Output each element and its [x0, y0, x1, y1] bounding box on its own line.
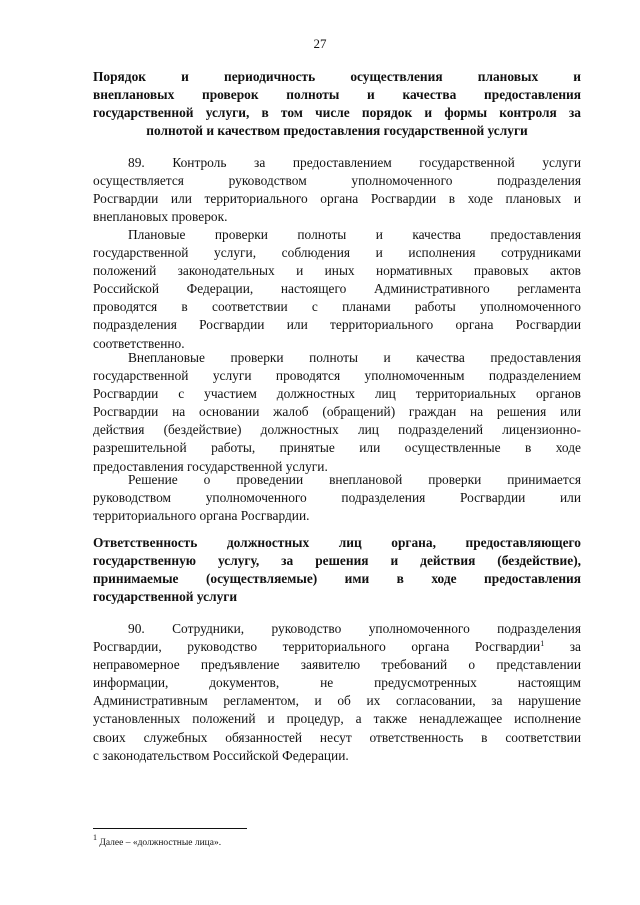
- text-line: 90. Сотрудники, руководство уполномоченного подразделения: [128, 621, 581, 636]
- heading-line: государственную услугу, за решения и действия (бездействие),: [93, 553, 581, 569]
- heading-line: принимаемые (осуществляемые) ими в ходе предоставления: [93, 571, 581, 587]
- text-line: государственной услуги, соблюдения и исполнения сотрудниками: [93, 245, 581, 261]
- text-line: государственной услуги проводятся уполномоченным подразделением: [93, 368, 581, 384]
- text-line: с законодательством Российской Федерации.: [93, 747, 349, 763]
- text-line: Плановые проверки полноты и качества предоставления: [128, 227, 581, 242]
- heading-line: Ответственность должностных лиц органа, предоставляющего: [93, 535, 581, 550]
- text-line: установленных положений и процедур, а также ненадлежащее исполнение: [93, 711, 581, 727]
- text-line: 89. Контроль за предоставлением государственной услуги: [128, 155, 581, 170]
- text-fragment: за: [544, 639, 581, 655]
- paragraph-90: [93, 620, 581, 765]
- section-heading-responsibility: [93, 534, 581, 606]
- footnote-text: Далее – «должностные лица».: [97, 838, 222, 848]
- text-line: территориального органа Росгвардии.: [93, 508, 310, 524]
- text-line-with-footnote: [93, 638, 581, 656]
- text-line: Российской Федерации, настоящего Административного регламента: [93, 281, 581, 297]
- section-heading-control-procedure: [93, 68, 581, 140]
- heading-line: Порядок и периодичность осуществления плановых и: [93, 69, 581, 84]
- heading-line: государственной услуги: [93, 589, 238, 605]
- text-line: неправомерное предъявление заявителю требований о представлении: [93, 657, 581, 673]
- text-line: проводятся в соответствии с планами работы уполномоченного: [93, 299, 581, 315]
- heading-line: полнотой и качеством предоставления государственной услуги: [146, 123, 528, 139]
- text-line: действия (бездействие) должностных лиц подразделений лицензионно-: [93, 422, 581, 438]
- text-line: Административным регламентом, и об их согласовании, за нарушение: [93, 693, 581, 709]
- text-line: соответственно.: [93, 335, 185, 351]
- heading-line: внеплановых проверок полноты и качества предоставления: [93, 87, 581, 103]
- footnote-reference: 1: [540, 639, 545, 649]
- paragraph-unplanned-inspections: [93, 349, 581, 476]
- text-line: информации, документов, не предусмотренных настоящим: [93, 675, 581, 691]
- footnote-separator: [93, 828, 247, 829]
- paragraph-89: [93, 154, 581, 226]
- text-line: осуществляется руководством уполномоченного подразделения: [93, 173, 581, 189]
- text-line: положений законодательных и иных нормативных правовых актов: [93, 263, 581, 279]
- paragraph-inspection-decision: [93, 471, 581, 525]
- footnote-mark: 1: [93, 833, 97, 842]
- text-line: Решение о проведении внеплановой проверки принимается: [128, 472, 581, 487]
- footnote: [93, 833, 222, 849]
- text-line: предоставления государственной услуги.: [93, 458, 328, 474]
- text-line: подразделения Росгвардии или территориального органа Росгвардии: [93, 317, 581, 333]
- text-line: Внеплановые проверки полноты и качества предоставления: [128, 350, 581, 365]
- text-line: Росгвардии на основании жалоб (обращений) граждан на решения или: [93, 404, 581, 420]
- heading-line: государственной услуги, в том числе порядок и формы контроля за: [93, 105, 581, 121]
- text-line: Росгвардии с участием должностных лиц территориальных органов: [93, 386, 581, 402]
- page-number: 27: [313, 36, 327, 51]
- text-line: Росгвардии или территориального органа Росгвардии в ходе плановых и: [93, 191, 581, 207]
- text-fragment: Росгвардии, руководство территориального органа Росгвардии: [93, 639, 541, 655]
- text-line: руководством уполномоченного подразделения Росгвардии или: [93, 490, 581, 506]
- text-line: разрешительной работы, принятые или осуществленные в ходе: [93, 440, 581, 456]
- paragraph-planned-inspections: [93, 226, 581, 353]
- text-line: своих служебных обязанностей несут ответственность в соответствии: [93, 729, 581, 745]
- text-line: внеплановых проверок.: [93, 209, 228, 225]
